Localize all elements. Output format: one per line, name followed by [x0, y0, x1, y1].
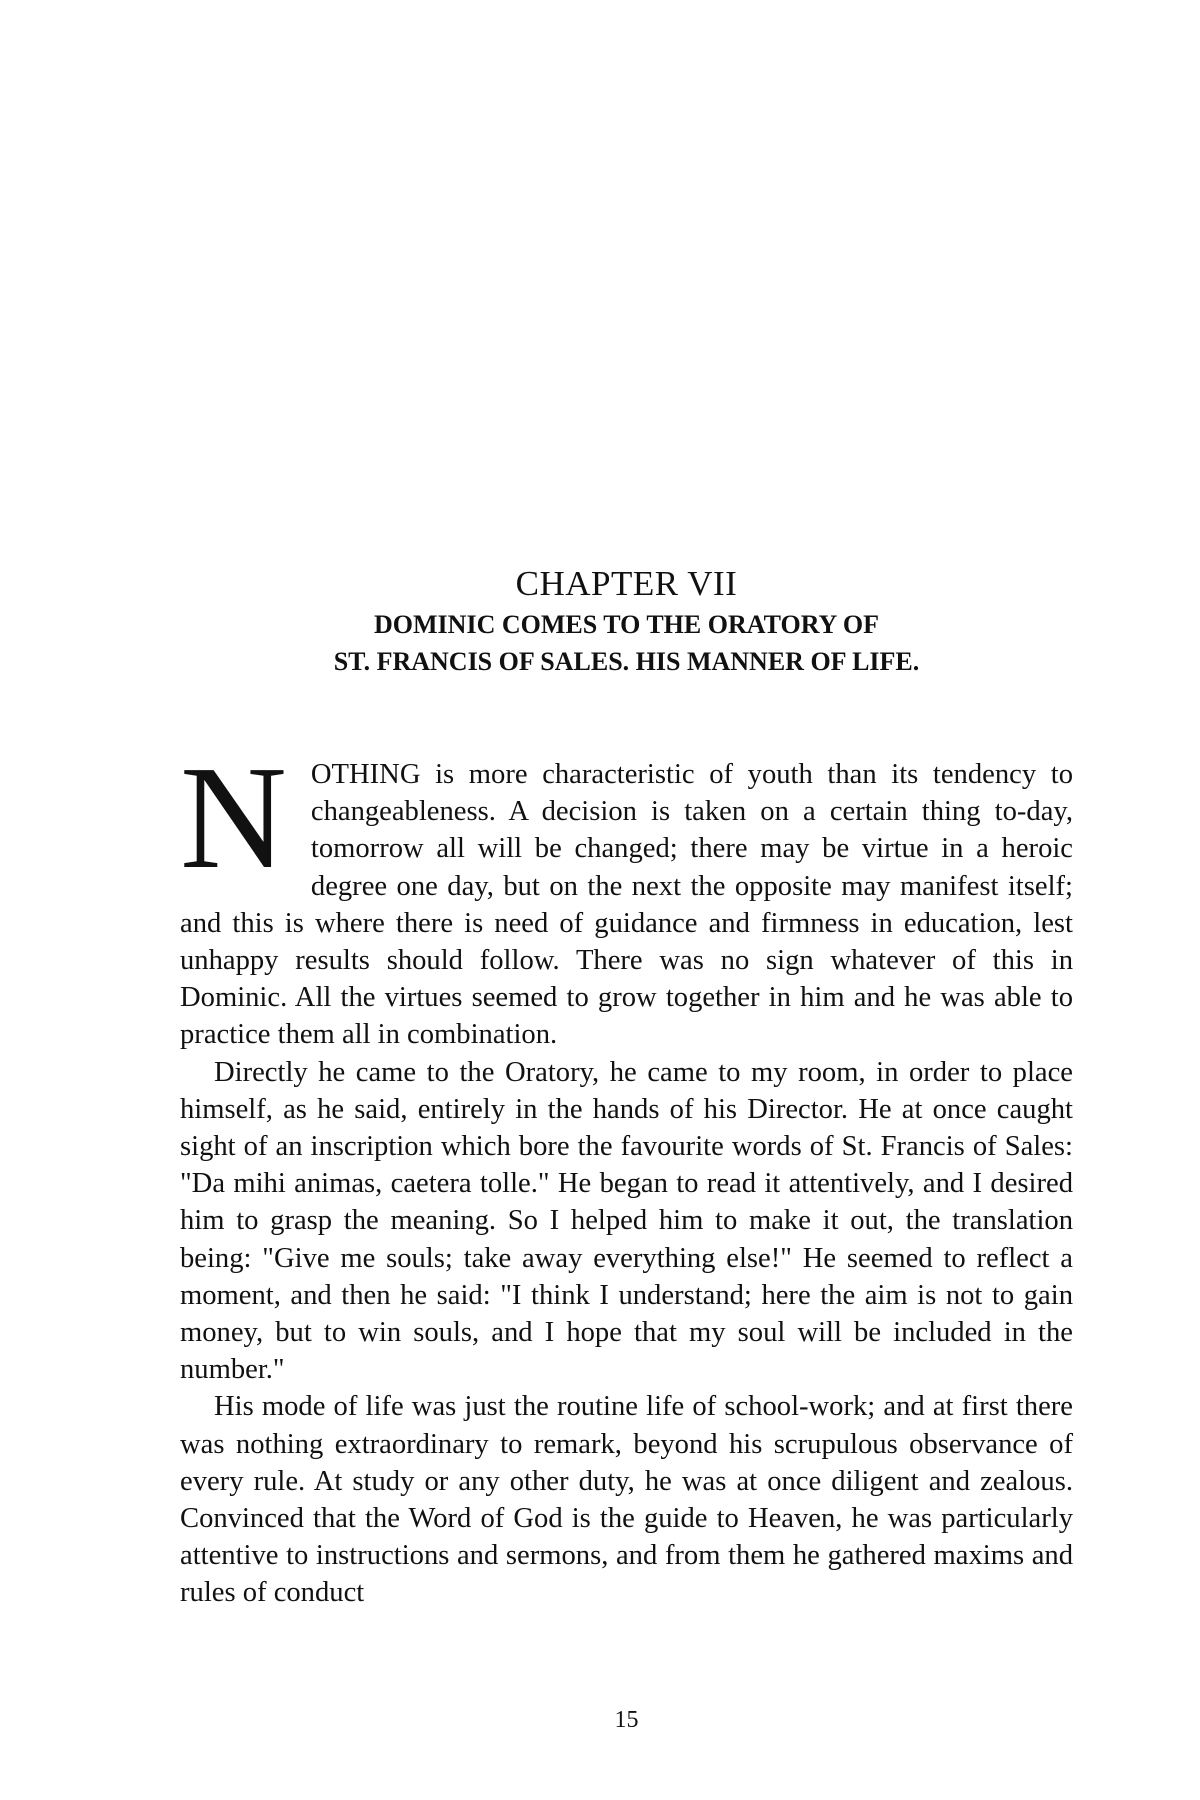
paragraph-1-text: OTHING is more characteristic of youth than its tendency to changeableness. A decision is taken on a certain thing to-day, tomorrow all will be changed; there may be virtue in a heroic degree one day, but on the next the opposite may manifest itself; and this is where there is need of guidance and firmness in education, lest unhappy results should follow. There was no sign whatever of this in Dominic. All the virtues seemed to grow together in him and he was able to practice them all in combination.	[180, 759, 1073, 1051]
chapter-title-line-2: ST. FRANCIS OF SALES. HIS MANNER OF LIFE.	[333, 647, 920, 676]
paragraph-1	[180, 736, 1073, 1054]
body-text	[180, 736, 1073, 1612]
chapter-number: CHAPTER VII	[515, 564, 738, 603]
chapter-title	[180, 606, 1073, 680]
page-number: 15	[614, 1707, 639, 1733]
drop-cap: N	[180, 736, 287, 900]
chapter-title-line-1: DOMINIC COMES TO THE ORATORY OF	[374, 610, 879, 639]
paragraph-2: Directly he came to the Oratory, he came to my room, in order to place himself, as he said, entirely in the hands of his Director. He at once caught sight of an inscription which bore the favourite words of St. Francis of Sales: "Da mihi animas, caetera tolle." He began to read it attentively, and I desired him to grasp the meaning. So I helped him to make it out, the translation being: "Give me souls; take away everything else!" He seemed to reflect a moment, and then he said: "I think I understand; here the aim is not to gain money, but to win souls, and I hope that my soul will be included in the number."	[180, 1056, 1073, 1386]
paragraph-3: His mode of life was just the routine life of school-work; and at first there was nothing extraordinary to remark, beyond his scrupulous observance of every rule. At study or any other duty, he was at once diligent and zealous. Convinced that the Word of God is the guide to Heaven, he was particularly attentive to instructions and sermons, and from them he gathered maxims and rules of conduct	[180, 1391, 1073, 1609]
book-page	[180, 0, 1073, 1800]
